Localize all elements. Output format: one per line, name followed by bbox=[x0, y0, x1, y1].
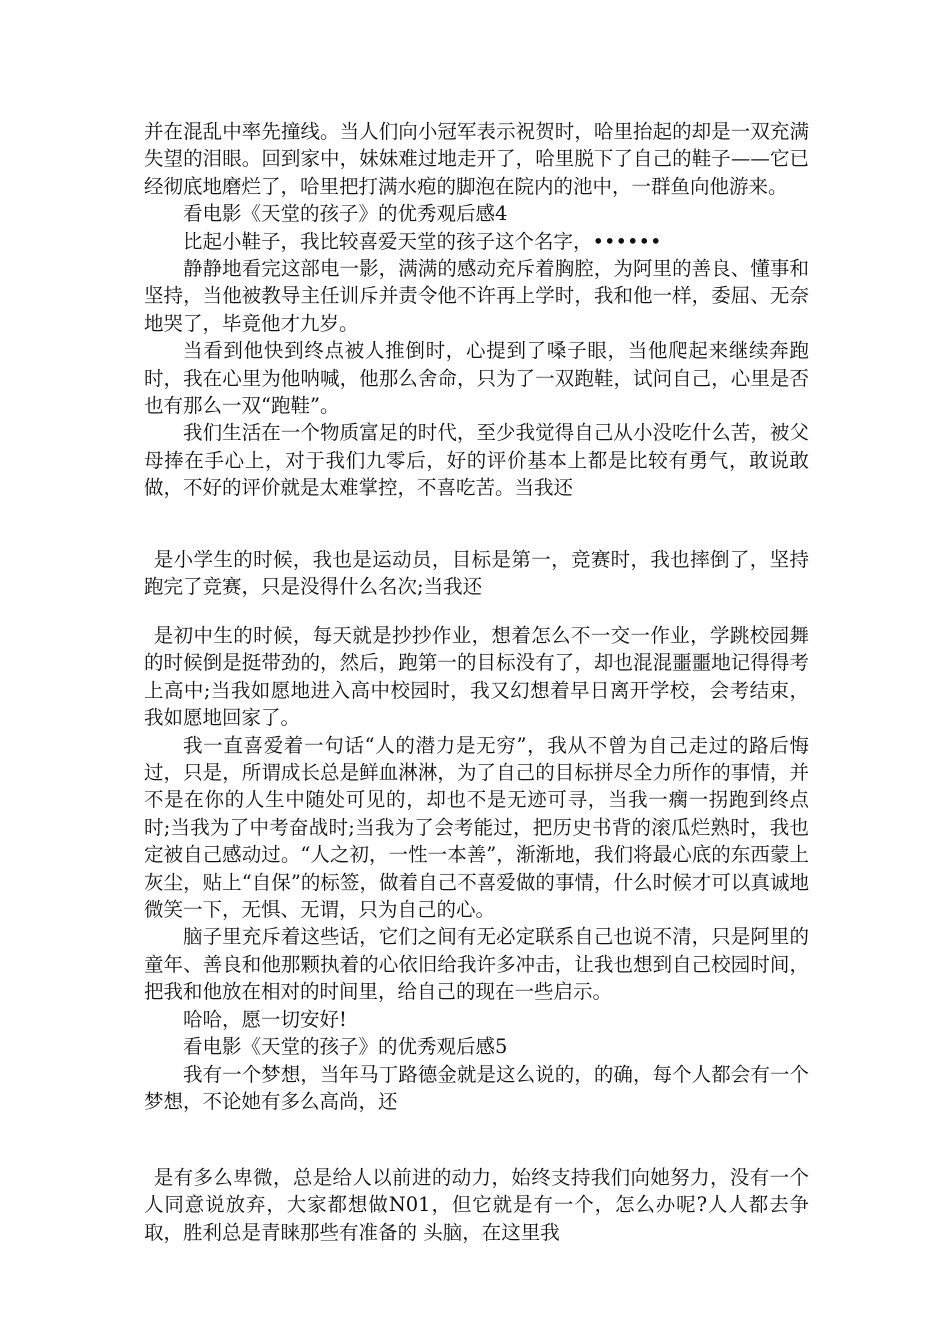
paragraph: 并在混乱中率先撞线。当人们向小冠军表示祝贺时，哈里抬起的却是一双充满失望的泪眼。回到家中，妹妹难过地走开了，哈里脱下了自己的鞋子——它已经彻底地磨烂了，哈里把打满水疱的脚泡在院内的池中，一群鱼向他游来。 bbox=[144, 120, 809, 198]
paragraph: 哈哈，愿一切安好! bbox=[183, 1007, 347, 1031]
section-heading: 看电影《天堂的孩子》的优秀观后感4 bbox=[183, 202, 508, 226]
paragraph: 静静地看完这部电一影，满满的感动充斥着胸腔，为阿里的善良、懂事和坚持，当他被教导主任训斥并责令他不许再上学时，我和他一样，委屈、无奈地哭了，毕竟他才九岁。 bbox=[144, 257, 809, 335]
paragraph: 比起小鞋子，我比较喜爱天堂的孩子这个名字，•••••• bbox=[183, 229, 662, 253]
paragraph-continuation: 是初中生的时候，每天就是抄抄作业，想着怎么不一交一作业，学跳校园舞的时候倒是挺带劲的，然后，跑第一的目标没有了，却也混混噩噩地记得得考上高中;当我如愿地进入高中校园时，我又幻想着早日离开学校，会考结束，我如愿地回家了。 bbox=[144, 624, 809, 730]
text-block-2 bbox=[144, 546, 809, 601]
paragraph: 脑子里充斥着这些话，它们之间有无必定联系自己也说不清，只是阿里的童年、善良和他那颗执着的心依旧给我许多冲击，让我也想到自己校园时间，把我和他放在相对的时间里，给自己的现在一些启示。 bbox=[144, 925, 809, 1004]
paragraph-continuation: 是小学生的时候，我也是运动员，目标是第一，竞赛时，我也摔倒了，坚持跑完了竞赛，只是没得什么名次;当我还 bbox=[144, 548, 809, 599]
text-block-1 bbox=[144, 118, 809, 502]
paragraph: 当看到他快到终点被人推倒时，心提到了嗓子眼，当他爬起来继续奔跑时，我在心里为他呐喊，他那么舍命，只为了一双跑鞋，试问自己，心里是否也有那么一双“跑鞋”。 bbox=[144, 339, 809, 418]
text-block-4 bbox=[144, 1164, 809, 1246]
text-block-3 bbox=[144, 622, 809, 1115]
paragraph-continuation: 是有多么卑微，总是给人以前进的动力，始终支持我们向她努力，没有一个人同意说放弃，大家都想做N01，但它就是有一个，怎么办呢?人人都去争取，胜利总是青睐那些有准备的 头脑，在这里我 bbox=[144, 1166, 809, 1244]
paragraph: 我一直喜爱着一句话“人的潜力是无穷”，我从不曾为自己走过的路后悔过，只是，所谓成长总是鲜血淋淋，为了自己的目标拼尽全力所作的事情，并不是在你的人生中随处可见的，却也不是无迹可寻，当我一瘸一拐跑到终点时;当我为了中考奋战时;当我为了会考能过，把历史书背的滚瓜烂熟时，我也定被自己感动过。“人之初，一性一本善”，渐渐地，我们将最心底的东西蒙上灰尘，贴上“自保”的标签，做着自己不喜爱做的事情，什么时候才可以真诚地微笑一下，无惧、无谓，只为自己的心。 bbox=[144, 733, 809, 922]
section-heading: 看电影《天堂的孩子》的优秀观后感5 bbox=[183, 1035, 508, 1059]
paragraph: 我们生活在一个物质富足的时代，至少我觉得自己从小没吃什么苦，被父母捧在手心上，对于我们九零后，好的评价基本上都是比较有勇气，敢说敢做，不好的评价就是太难掌控，不喜吃苦。当我还 bbox=[144, 421, 809, 500]
paragraph: 我有一个梦想，当年马丁路德金就是这么说的，的确，每个人都会有一个梦想，不论她有多么高尚，还 bbox=[144, 1062, 809, 1113]
